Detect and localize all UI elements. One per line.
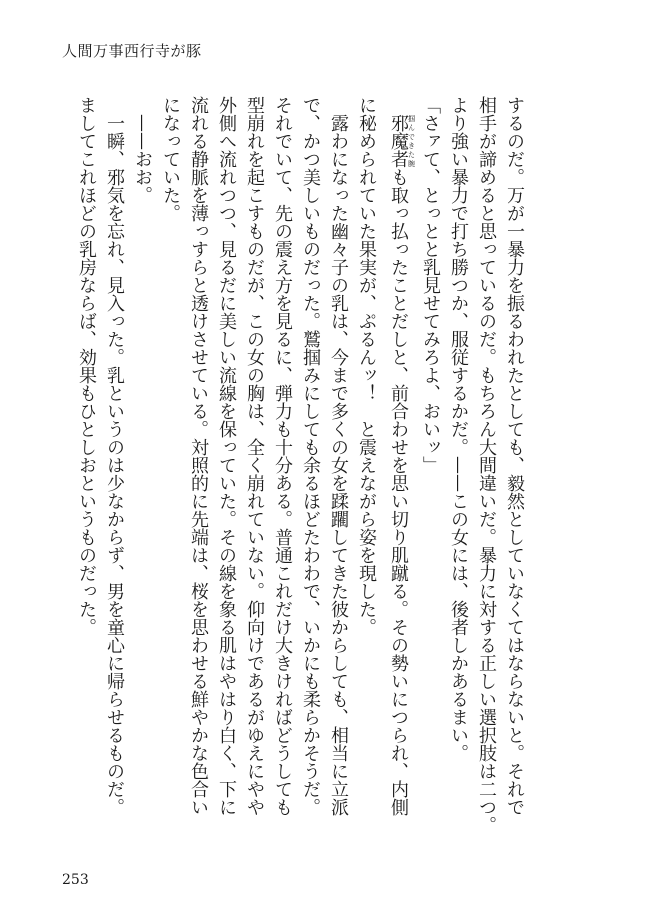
text-line: 外側へ流れつつ、見るだに美しい流線を保っていた。その線を象る肌はやはり白く、下に (216, 96, 237, 816)
text-line: 露わになった幽々子の乳は、今まで多くの女を蹂躙してきた彼からしても、相当に立派 (328, 114, 349, 816)
text-line: ——おお。 (132, 114, 153, 204)
text-line: 相手が諦めると思っているのだ。もちろん大間違いだ。暴力に対する正しい選択肢は二つ。 (476, 96, 497, 834)
text-line: それでいて、先の震え方を見るに、弾力も十分ある。普通これだけ大きければどうしても (272, 96, 293, 816)
text-line: 型崩れを起こすものだが、この女の胸は、全く崩れていない。仰向けであるがゆえにやや (244, 96, 265, 816)
text-line: 一瞬、邪気を忘れ、見入った。乳というのは少なからず、男を童心に帰らせるものだ。 (104, 114, 125, 816)
text-line: になっていた。 (160, 96, 181, 222)
text-line-with-ruby (380, 96, 416, 856)
running-title: 人間万事西行寺が豚 (62, 42, 202, 60)
text-line: に秘められていた果実が、ぷるんッ！ と震えながら姿を現した。 (356, 96, 377, 636)
text-line: するのだ。万が一暴力を振るわれたとしても、毅然としていなくてはならないと。それで (504, 96, 525, 816)
page-number: 253 (62, 872, 89, 888)
text-line: で、かつ美しいものだった。鷲掴みにしても余るほどたわわで、いかにも柔らかそうだ。 (300, 96, 321, 816)
text-line: より強い暴力で打ち勝つか、服従するかだ。——この女には、後者しかあるまい。 (448, 96, 469, 762)
text-line: 流れる静脈を薄っすらと透けさせている。対照的に先端は、桜を思わせる鮮やかな色合い (188, 96, 209, 816)
ruby-annotation (388, 114, 416, 168)
vertical-body-text (72, 96, 528, 856)
text-line: ましてこれほどの乳房ならば、効果もひとしおというものだった。 (76, 96, 97, 636)
text-line-rest: も取っ払ったことだしと、前合わせを思い切り肌蹴る。その勢いにつられ、内側 (388, 168, 409, 816)
ruby-text: 掴んできた腕 (407, 114, 416, 168)
dialogue-line: 「さァて、とっとと乳見せてみろよ、おいッ」 (420, 96, 441, 474)
ruby-base: 邪魔者 (388, 114, 409, 168)
